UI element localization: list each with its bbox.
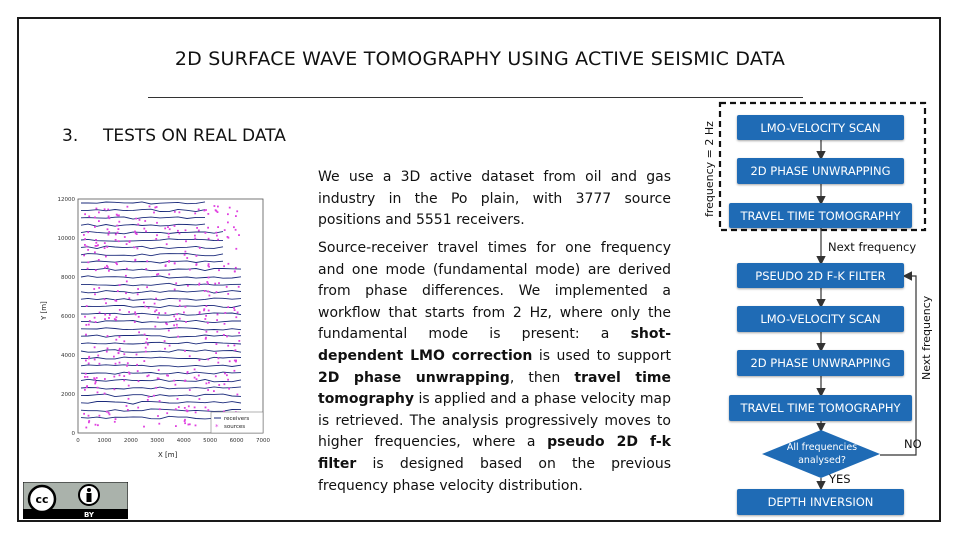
x-tick-label: 7000 xyxy=(256,438,270,444)
step-travel-time-tomography: TRAVEL TIME TOMOGRAPHY xyxy=(729,395,912,421)
legend-source-marker: * xyxy=(215,423,219,431)
license-label: BY xyxy=(83,511,95,519)
step-pseudo-fk-filter: PSEUDO 2D F-K FILTER xyxy=(737,263,904,288)
x-tick-label: 5000 xyxy=(203,438,218,444)
x-axis-label: X [m] xyxy=(158,451,178,459)
workflow-paragraph: Source-receiver travel times for one frequency and one mode (fundamental mode) are derived from phase differences. We implemented a workflow that starts from 2 Hz, where only the fundamental mode is present: a shot-dependent LMO correction is used to support 2D phase unwrapping, then travel time tomography is applied and a phase velocity map is retrieved. The analysis progressively moves to higher frequencies, where a pseudo 2D f-k filter is designed based on the previous frequency phase velocity distribution. xyxy=(318,240,671,494)
y-axis-label: Y [m] xyxy=(40,301,48,320)
intro-paragraph: We use a 3D active dataset from oil and gas industry in the Po plain, with 3777 source positions and 5551 receivers. xyxy=(318,169,671,229)
x-tick-label: 6000 xyxy=(229,438,244,444)
no-label: NO xyxy=(904,437,922,451)
svg-text:cc: cc xyxy=(35,493,49,506)
section-number: 3. xyxy=(62,126,79,146)
x-tick-label: 2000 xyxy=(123,438,138,444)
step-phase-unwrapping: 2D PHASE UNWRAPPING xyxy=(737,350,904,376)
y-tick-label: 8000 xyxy=(61,275,75,281)
x-tick-label: 1000 xyxy=(97,438,112,444)
y-tick-label: 6000 xyxy=(61,314,75,320)
decision-text-2: analysed? xyxy=(798,455,846,466)
x-tick-label: 0 xyxy=(76,438,80,444)
initial-frequency-label: frequency = 2 Hz xyxy=(703,121,716,217)
step-depth-inversion: DEPTH INVERSION xyxy=(737,489,904,515)
y-tick-label: 12000 xyxy=(57,197,75,203)
y-tick-label: 10000 xyxy=(57,236,75,242)
section-title: TESTS ON REAL DATA xyxy=(103,126,286,146)
step-travel-time-tomography-initial: TRAVEL TIME TOMOGRAPHY xyxy=(729,203,912,228)
step-lmo-velocity-scan-initial: LMO-VELOCITY SCAN xyxy=(737,115,904,140)
y-tick-label: 2000 xyxy=(61,392,75,398)
legend-sources: sources xyxy=(224,424,246,430)
yes-label: YES xyxy=(829,472,851,486)
step-lmo-velocity-scan: LMO-VELOCITY SCAN xyxy=(737,306,904,332)
x-tick-label: 3000 xyxy=(150,438,165,444)
step-phase-unwrapping-initial: 2D PHASE UNWRAPPING xyxy=(737,158,904,184)
next-frequency-label: Next frequency xyxy=(828,240,917,254)
loop-frequency-label: Next frequency xyxy=(920,295,933,380)
x-tick-label: 4000 xyxy=(176,438,191,444)
decision-diamond xyxy=(762,430,880,478)
y-tick-label: 0 xyxy=(71,431,75,437)
slide-title: 2D SURFACE WAVE TOMOGRAPHY USING ACTIVE SEISMIC DATA xyxy=(174,48,786,70)
legend-receivers: receivers xyxy=(224,416,250,422)
y-tick-label: 4000 xyxy=(61,353,75,359)
decision-text-1: All frequencies xyxy=(786,442,858,453)
